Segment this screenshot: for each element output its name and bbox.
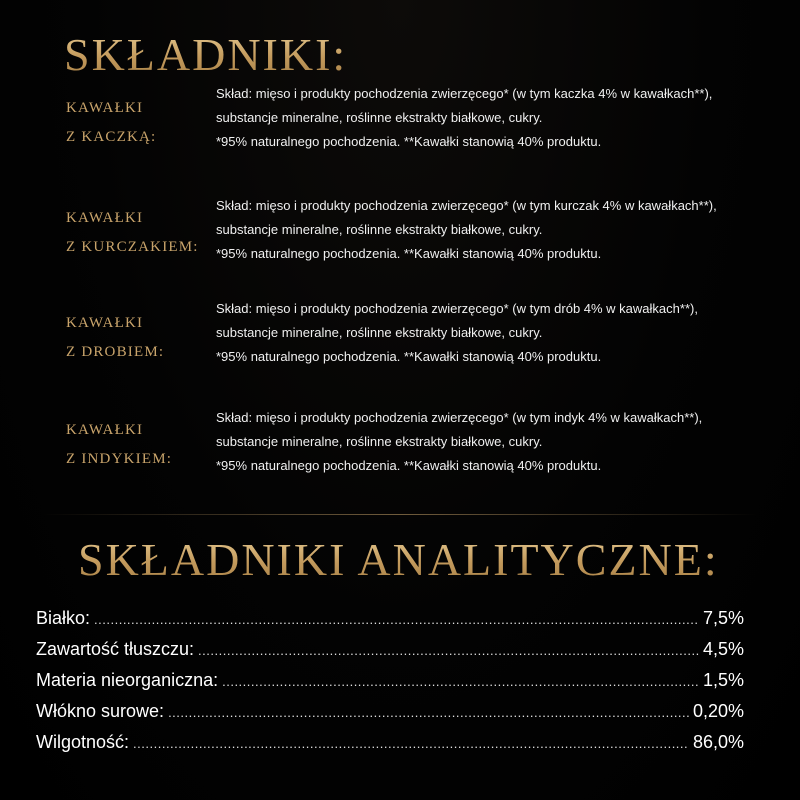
composition-line: Skład: mięso i produkty pochodzenia zwierzęcego* (w tym kaczka 4% w kawałkach**), — [216, 86, 713, 101]
dot-leader — [168, 705, 689, 720]
analytic-row — [36, 670, 744, 700]
analytic-value: 86,0% — [692, 732, 744, 752]
footnote-line: *95% naturalnego pochodzenia. **Kawałki stanowią 40% produktu. — [216, 349, 602, 364]
composition-line: substancje mineralne, roślinne ekstrakty białkowe, cukry. — [216, 110, 543, 125]
analytic-name: Wilgotność: — [36, 732, 130, 752]
analytic-value: 4,5% — [702, 639, 744, 659]
analytic-value: 1,5% — [702, 670, 744, 690]
section-text — [216, 82, 786, 154]
composition-line: substancje mineralne, roślinne ekstrakty białkowe, cukry. — [216, 325, 543, 340]
dot-leader — [198, 643, 699, 658]
analytic-row — [36, 608, 744, 638]
composition-line: Skład: mięso i produkty pochodzenia zwierzęcego* (w tym drób 4% w kawałkach**), — [216, 301, 698, 316]
analytic-row — [36, 639, 744, 669]
dot-leader — [133, 736, 689, 751]
analytic-name: Zawartość tłuszczu: — [36, 639, 195, 659]
section-text — [216, 406, 786, 478]
section-label-line2: Z KURCZAKIEM: — [66, 239, 199, 255]
section-label — [66, 309, 164, 367]
composition-line: Skład: mięso i produkty pochodzenia zwierzęcego* (w tym kurczak 4% w kawałkach**), — [216, 198, 717, 213]
section-label — [66, 204, 199, 262]
section-label-line2: Z DROBIEM: — [66, 344, 165, 360]
section-divider — [40, 514, 760, 515]
composition-line: substancje mineralne, roślinne ekstrakty białkowe, cukry. — [216, 222, 543, 237]
analytic-row — [36, 701, 744, 731]
section-label-line1: KAWAŁKI — [66, 210, 144, 226]
section-label-line2: Z KACZKĄ: — [66, 129, 157, 145]
footnote-line: *95% naturalnego pochodzenia. **Kawałki stanowią 40% produktu. — [216, 246, 602, 261]
analytic-name: Materia nieorganiczna: — [36, 670, 219, 690]
analytic-value: 0,20% — [692, 701, 744, 721]
section-text — [216, 297, 786, 369]
footnote-line: *95% naturalnego pochodzenia. **Kawałki stanowią 40% produktu. — [216, 134, 602, 149]
analytic-value: 7,5% — [702, 608, 744, 628]
analytic-title: SKŁADNIKI ANALITYCZNE: — [78, 534, 719, 585]
section-label-line1: KAWAŁKI — [66, 100, 144, 116]
composition-line: Skład: mięso i produkty pochodzenia zwierzęcego* (w tym indyk 4% w kawałkach**), — [216, 410, 703, 425]
section-label-line1: KAWAŁKI — [66, 422, 144, 438]
ingredients-title: SKŁADNIKI: — [64, 29, 348, 80]
section-label-line1: KAWAŁKI — [66, 315, 144, 331]
analytic-name: Włókno surowe: — [36, 701, 165, 721]
dot-leader — [94, 612, 699, 627]
composition-line: substancje mineralne, roślinne ekstrakty białkowe, cukry. — [216, 434, 543, 449]
dot-leader — [222, 674, 699, 689]
analytic-name: Białko: — [36, 608, 91, 628]
section-text — [216, 194, 786, 266]
section-label-line2: Z INDYKIEM: — [66, 451, 173, 467]
analytic-row — [36, 732, 744, 762]
footnote-line: *95% naturalnego pochodzenia. **Kawałki stanowią 40% produktu. — [216, 458, 602, 473]
section-label — [66, 94, 156, 152]
section-label — [66, 416, 172, 474]
